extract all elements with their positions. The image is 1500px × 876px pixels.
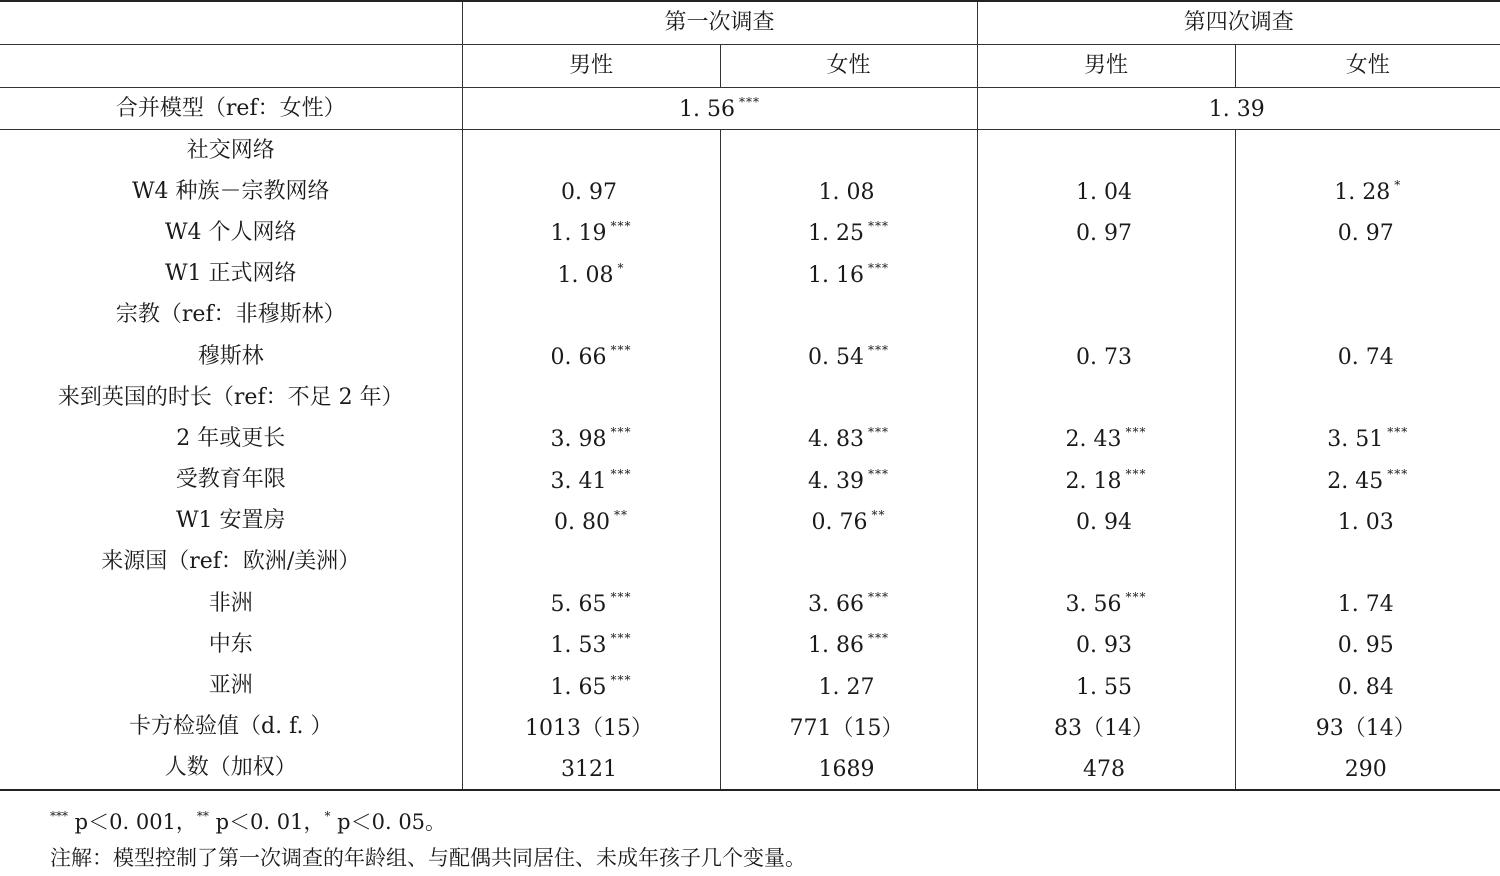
- row-label: 2 年或更长: [176, 425, 286, 451]
- cell-value: [720, 748, 977, 790]
- coefficient: 2. 45: [1327, 468, 1384, 494]
- coefficient: 290: [1344, 756, 1387, 782]
- coefficient: 0. 80: [554, 509, 610, 535]
- cell-value: [462, 295, 720, 336]
- significance-mark: ***: [610, 219, 632, 234]
- cell-value: [977, 460, 1235, 501]
- significance-mark: ***: [868, 466, 889, 481]
- cell-value: [462, 460, 720, 501]
- cell-value: [977, 212, 1235, 253]
- coefficient: 0. 54: [808, 345, 864, 371]
- significance-mark: ***: [610, 631, 632, 646]
- cell-value: [1235, 336, 1500, 377]
- cell-value: [977, 542, 1235, 583]
- cell-value: [462, 254, 720, 295]
- cell-value: [1235, 624, 1500, 665]
- significance-mark: *: [1394, 178, 1402, 193]
- cell-value: [977, 583, 1235, 624]
- cell-value: [462, 418, 720, 459]
- cell-value: [1235, 418, 1500, 459]
- cell-value: [462, 542, 720, 583]
- coefficient: 1. 16: [808, 262, 864, 288]
- cell-value: [720, 542, 977, 583]
- header-wave1-male: 男性: [462, 45, 720, 88]
- table-row: [0, 583, 1500, 624]
- coefficient: 771（15）: [789, 715, 904, 741]
- table-row: [0, 665, 1500, 706]
- coefficient: 1. 28: [1334, 180, 1391, 206]
- header-row-gender: [0, 45, 1500, 88]
- coefficient: 0. 66: [550, 345, 607, 371]
- cell-value: [1235, 542, 1500, 583]
- cell-value: [462, 377, 720, 418]
- row-label: W4 种族－宗教网络: [131, 178, 330, 204]
- significance-mark: ***: [1387, 466, 1409, 481]
- significance-mark: ***: [868, 425, 889, 440]
- significance-mark: ***: [610, 672, 632, 687]
- cell-value: [462, 212, 720, 253]
- row-label: 非洲: [208, 590, 253, 616]
- coefficient: 1. 25: [808, 221, 864, 247]
- significance-mark: *: [617, 260, 625, 275]
- coefficient: 5. 65: [550, 592, 607, 618]
- coefficient: 0. 73: [1076, 345, 1132, 371]
- coefficient: 0. 84: [1337, 674, 1394, 700]
- significance-mark: ***: [1125, 590, 1147, 605]
- header-wave1-female: 女性: [720, 45, 977, 88]
- significance-mark: ***: [868, 260, 889, 275]
- cell-value: [720, 501, 977, 542]
- sig-text-2: p＜0. 01，: [208, 810, 325, 834]
- coefficient: 4. 39: [808, 468, 864, 494]
- row-label: 社交网络: [186, 137, 275, 163]
- header-blank-2: [0, 45, 462, 88]
- cell-value: [462, 665, 720, 706]
- coefficient: 1. 08: [557, 262, 614, 288]
- coefficient: 4. 83: [808, 427, 864, 453]
- table-row: [0, 501, 1500, 542]
- significance-mark: **: [871, 507, 886, 522]
- significance-mark: ***: [868, 219, 889, 234]
- cell-value: [977, 254, 1235, 295]
- sig-mark-3: ***: [50, 809, 68, 823]
- header-row-waves: [0, 1, 1500, 45]
- cell-value: [1235, 665, 1500, 706]
- row-label: 亚洲: [208, 673, 253, 699]
- coefficient: 0. 94: [1076, 509, 1132, 535]
- significance-mark: ***: [1125, 466, 1147, 481]
- header-wave4-male: 男性: [977, 45, 1235, 88]
- row-label: W1 安置房: [175, 508, 286, 534]
- cell-value: [462, 624, 720, 665]
- coefficient: 3. 56: [1065, 592, 1122, 618]
- significance-mark: ***: [610, 425, 632, 440]
- coefficient: 0. 76: [811, 509, 868, 535]
- row-label: 中东: [208, 631, 253, 657]
- significance-mark: ***: [1125, 425, 1147, 440]
- cell-value: [977, 624, 1235, 665]
- cell-value: [1235, 130, 1500, 172]
- cell-value: [720, 460, 977, 501]
- header-wave1: 第一次调查: [462, 1, 977, 45]
- row-label: 来源国（ref：欧洲/美洲）: [101, 549, 361, 575]
- cell-value: [720, 336, 977, 377]
- row-label: 穆斯林: [197, 343, 264, 369]
- row-label: 卡方检验值（d. f. ）: [129, 714, 333, 740]
- cell-value: [977, 418, 1235, 459]
- coefficient: 0. 97: [561, 180, 617, 206]
- table-row: [0, 171, 1500, 212]
- coefficient: 3. 98: [550, 427, 607, 453]
- pooled-wave4-cell: [977, 88, 1500, 130]
- table-row: [0, 212, 1500, 253]
- coefficient: 1. 53: [550, 633, 607, 659]
- header-blank: [0, 1, 462, 45]
- coefficient: 2. 43: [1065, 427, 1122, 453]
- coefficient: 1. 03: [1337, 509, 1394, 535]
- table-row: [0, 336, 1500, 377]
- coefficient: 0. 97: [1076, 221, 1132, 247]
- cell-value: [977, 707, 1235, 748]
- cell-value: [1235, 171, 1500, 212]
- row-label: 人数（加权）: [0, 748, 462, 790]
- cell-value: [977, 501, 1235, 542]
- cell-value: [720, 665, 977, 706]
- coefficient: 0. 74: [1337, 345, 1394, 371]
- pooled-wave1-cell: [462, 88, 977, 130]
- table-row: [0, 542, 1500, 583]
- cell-value: [462, 748, 720, 790]
- coefficient: 83（14）: [1054, 715, 1155, 741]
- sig-text-3: p＜0. 05。: [330, 810, 447, 834]
- table-row: [0, 377, 1500, 418]
- significance-legend: [50, 798, 806, 840]
- sig-text-1: p＜0. 001，: [68, 810, 197, 834]
- row-label: 宗教（ref：非穆斯林）: [115, 302, 346, 328]
- cell-value: [720, 418, 977, 459]
- model-note: 注解：模型控制了第一次调查的年龄组、与配偶共同居住、未成年孩子几个变量。: [50, 846, 806, 870]
- coefficient: 1. 19: [550, 221, 607, 247]
- cell-value: [977, 336, 1235, 377]
- significance-mark: ***: [610, 466, 632, 481]
- pooled-model-row: [0, 88, 1500, 130]
- cell-value: [720, 130, 977, 172]
- cell-value: [1235, 748, 1500, 790]
- coefficient: 1. 65: [550, 674, 607, 700]
- cell-value: [462, 130, 720, 172]
- table-notes: [50, 798, 806, 876]
- cell-value: [720, 377, 977, 418]
- cell-value: [462, 501, 720, 542]
- coefficient: 1. 86: [808, 633, 864, 659]
- table-row: [0, 295, 1500, 336]
- cell-value: [977, 171, 1235, 212]
- coefficient: 0. 95: [1337, 633, 1394, 659]
- coefficient: 0. 97: [1337, 221, 1394, 247]
- row-label: W4 个人网络: [164, 219, 297, 245]
- cell-value: [1235, 254, 1500, 295]
- coefficient: 2. 18: [1065, 468, 1122, 494]
- cell-value: [1235, 583, 1500, 624]
- coefficient: 3. 51: [1327, 427, 1384, 453]
- header-wave4: 第四次调查: [977, 1, 1500, 45]
- pooled-model-label: 合并模型（ref：女性）: [0, 88, 462, 130]
- coefficient: 93（14）: [1315, 715, 1416, 741]
- coefficient: 478: [1083, 756, 1126, 782]
- significance-mark: ***: [868, 631, 889, 646]
- row-label: 来到英国的时长（ref：不足 2 年）: [57, 384, 404, 410]
- cell-value: [720, 295, 977, 336]
- cell-value: [720, 254, 977, 295]
- pooled-wave1-value: 1. 56: [679, 97, 735, 122]
- table-row: [0, 460, 1500, 501]
- coefficient: 1. 27: [818, 674, 875, 700]
- pooled-wave4-value: 1. 39: [1208, 97, 1265, 122]
- coefficient: 1. 55: [1076, 674, 1132, 700]
- cell-value: [977, 295, 1235, 336]
- row-label: 受教育年限: [175, 467, 286, 493]
- significance-mark: ***: [1387, 425, 1409, 440]
- table-row: [0, 748, 1500, 790]
- sig-mark-1: *: [324, 809, 331, 823]
- header-wave4-female: 女性: [1235, 45, 1500, 88]
- cell-value: [462, 336, 720, 377]
- table-row: [0, 254, 1500, 295]
- cell-value: [1235, 377, 1500, 418]
- coefficient: 3. 41: [550, 468, 607, 494]
- cell-value: [1235, 460, 1500, 501]
- row-label: W1 正式网络: [164, 261, 297, 287]
- cell-value: [977, 665, 1235, 706]
- coefficient: 1. 08: [818, 180, 875, 206]
- cell-value: [1235, 707, 1500, 748]
- significance-mark: ***: [610, 590, 632, 605]
- significance-mark: **: [613, 507, 628, 522]
- table-row: [0, 707, 1500, 748]
- significance-mark: ***: [610, 343, 632, 358]
- coefficient: 3. 66: [808, 592, 864, 618]
- cell-value: [720, 171, 977, 212]
- coefficient: 1. 04: [1076, 180, 1132, 206]
- cell-value: [720, 707, 977, 748]
- cell-value: [1235, 212, 1500, 253]
- cell-value: [977, 377, 1235, 418]
- sig-mark-2: **: [196, 809, 209, 823]
- table-row: [0, 130, 1500, 172]
- cell-value: [462, 583, 720, 624]
- cell-value: [720, 583, 977, 624]
- coefficient: 3121: [561, 756, 617, 782]
- table-row: [0, 624, 1500, 665]
- coefficient: 1. 74: [1337, 592, 1394, 618]
- significance-mark: ***: [868, 590, 889, 605]
- cell-value: [977, 748, 1235, 790]
- cell-value: [977, 130, 1235, 172]
- cell-value: [720, 624, 977, 665]
- cell-value: [1235, 501, 1500, 542]
- cell-value: [720, 212, 977, 253]
- cell-value: [462, 707, 720, 748]
- pooled-wave1-sig: ***: [739, 95, 760, 109]
- table-row: [0, 418, 1500, 459]
- coefficient: 1689: [818, 756, 875, 782]
- cell-value: [1235, 295, 1500, 336]
- coefficient: 1013（15）: [525, 715, 653, 741]
- cell-value: [462, 171, 720, 212]
- coefficient: 0. 93: [1076, 633, 1132, 659]
- significance-mark: ***: [868, 343, 889, 358]
